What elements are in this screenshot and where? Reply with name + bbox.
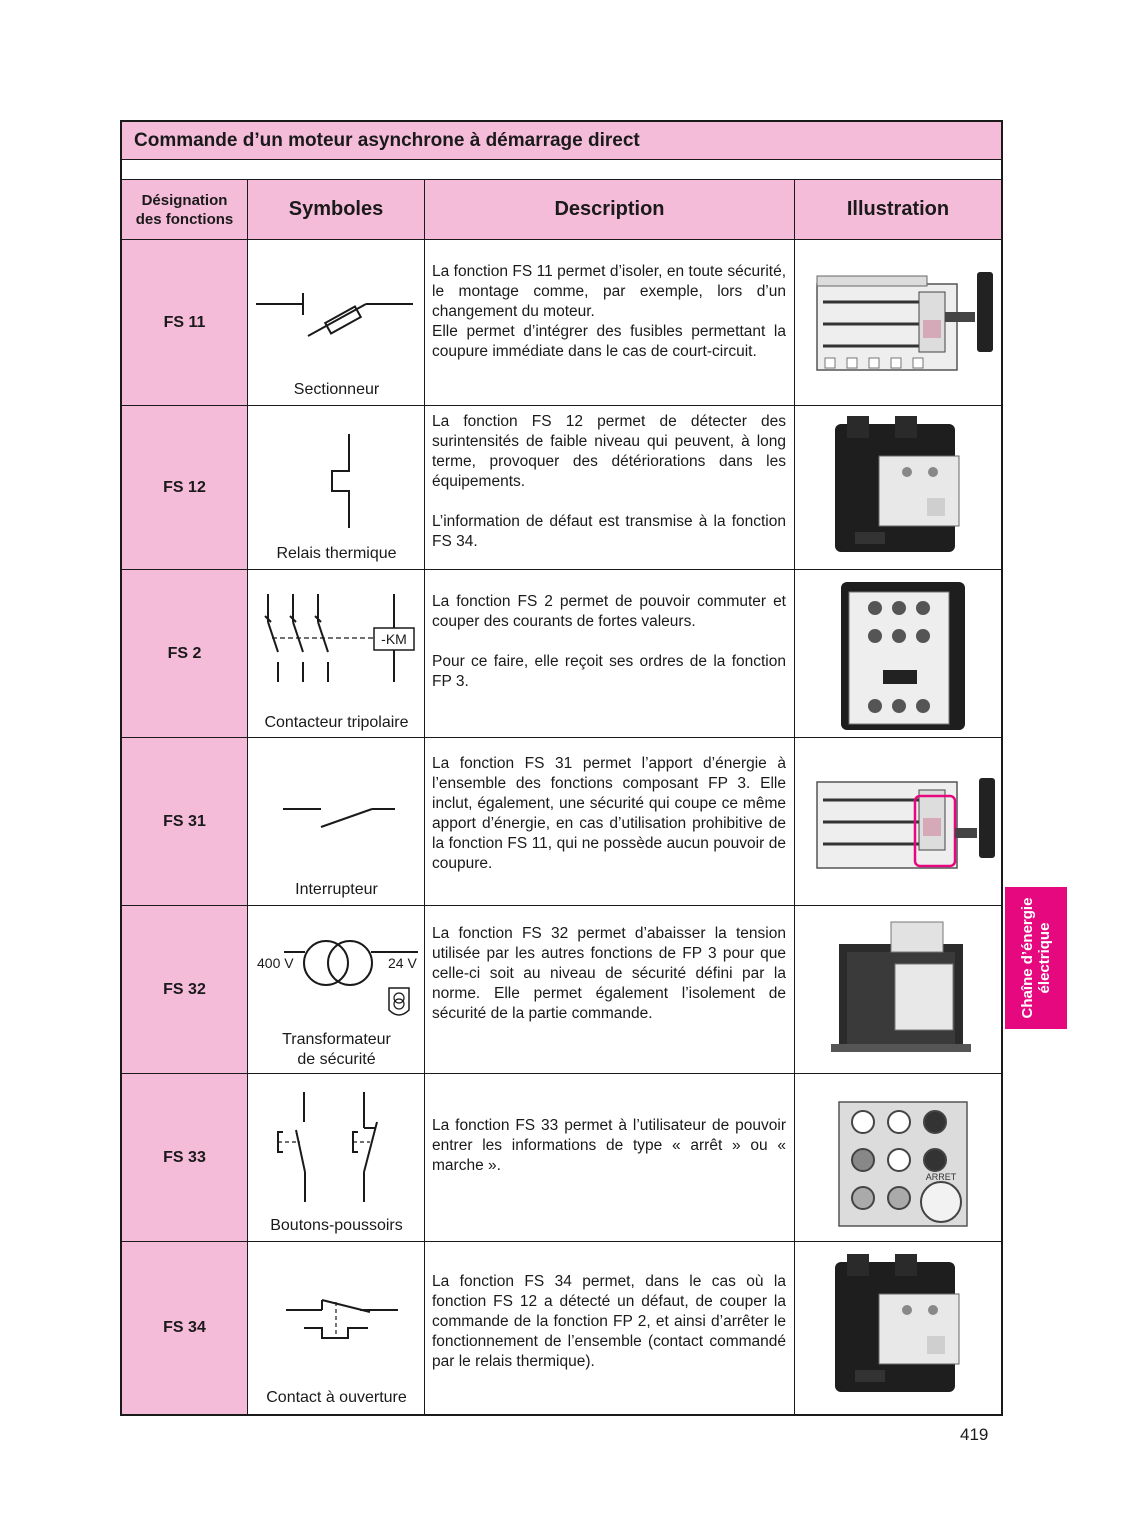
- spacer-row: [122, 160, 1001, 180]
- illustration-cell: [795, 240, 1001, 405]
- illustration-cell: [795, 1074, 1001, 1241]
- header-illustration: [795, 180, 1001, 240]
- description-paragraph: La fonction FS 33 permet à l’utilisateur de pouvoir entrer les informations de type « arrêt » ou « marche ».: [432, 1117, 786, 1174]
- table-row-fs33: [122, 1074, 1001, 1242]
- symbol-cell: [248, 906, 425, 1073]
- symbol-cell: [248, 240, 425, 405]
- symbol-caption: [248, 1030, 425, 1070]
- description-paragraph: La fonction FS 31 permet l’apport d’énergie à l’ensemble des fonctions composant FP 3. Elle inclut, également, une sécurité qui coupe ce même apport d’énergie, en cas d’utilisation prohibitive de la fonction FS 11, qui ne possède aucun pouvoir de coupure.: [432, 755, 786, 872]
- symbol-caption: Contact à ouverture: [266, 1389, 407, 1406]
- row-id: FS 2: [122, 570, 248, 737]
- contactor-image: [795, 570, 1001, 738]
- switch-disconnector-image: [795, 738, 1001, 906]
- stop-button-label: ARRET: [925, 1172, 957, 1182]
- description-paragraph: La fonction FS 34 permet, dans le cas où la fonction FS 12 a détecté un défaut, de couper la commande de la fonction FP 2, et ainsi d’arrêter le fonctionnement de l’ensemble (contact commandé par le relais thermique).: [432, 1273, 786, 1370]
- header-designation: [122, 180, 248, 240]
- description-paragraph: Pour ce faire, elle reçoit ses ordres de la fonction FP 3.: [432, 653, 786, 690]
- description-cell: [425, 906, 795, 1073]
- thermal-relay-contact-image: [795, 1242, 1001, 1414]
- illustration-cell: [795, 570, 1001, 737]
- disconnector-switch-image: [795, 240, 1001, 406]
- description-paragraph: La fonction FS 2 permet de pouvoir commuter et couper des courants de fortes valeurs.: [432, 593, 786, 630]
- illustration-cell: [795, 738, 1001, 905]
- header-symbols-label: Symboles: [288, 198, 384, 220]
- header-designation-line1: Désignation: [141, 191, 228, 209]
- table-row-fs31: [122, 738, 1001, 906]
- table-row-fs11: [122, 240, 1001, 406]
- transformer-image: [795, 906, 1001, 1074]
- row-id: FS 31: [122, 738, 248, 905]
- symbol-caption-line2: de sécurité: [297, 1051, 376, 1068]
- row-id: FS 12: [122, 406, 248, 569]
- header-symbols: [248, 180, 425, 240]
- page-number: 419: [960, 1425, 989, 1444]
- description-cell: [425, 1074, 795, 1241]
- header-designation-line2: des fonctions: [135, 210, 234, 228]
- illustration-cell: [795, 906, 1001, 1073]
- transformer-primary-label: 400 V: [257, 955, 294, 971]
- push-button-panel-image: [795, 1074, 1001, 1242]
- symbol-caption: Contacteur tripolaire: [264, 714, 409, 731]
- row-id: FS 11: [122, 240, 248, 405]
- section-side-tab: [1005, 887, 1067, 1029]
- symbol-caption-line1: Transformateur: [282, 1031, 391, 1048]
- symbol-caption: Boutons-poussoirs: [270, 1217, 403, 1234]
- description-paragraph: La fonction FS 32 permet d’abaisser la tension utilisée par les autres fonctions de FP 3 pour que celle-ci soit au niveau de sécurité défini par la norme. Elle permet également l’isolement de sécurité de la partie commande.: [432, 925, 786, 1022]
- description-paragraph: L’information de défaut est transmise à la fonction FS 34.: [432, 513, 786, 550]
- row-id: FS 34: [122, 1242, 248, 1414]
- transformer-secondary-label: 24 V: [388, 955, 417, 971]
- description-cell: [425, 570, 795, 737]
- side-tab-line2: électrique: [1036, 922, 1053, 994]
- description-paragraph: Elle permet d’intégrer des fusibles permettant la coupure immédiate dans le cas de court-circuit.: [432, 323, 786, 360]
- header-illustration-label: Illustration: [846, 198, 950, 220]
- symbol-cell: [248, 738, 425, 905]
- table-row-fs2: [122, 570, 1001, 738]
- table-row-fs34: [122, 1242, 1001, 1414]
- symbol-cell: [248, 570, 425, 737]
- description-paragraph: La fonction FS 12 permet de détecter des surintensités de faible niveau qui peuvent, à long terme, provoquer des détériorations dans les équipements.: [432, 413, 786, 490]
- symbol-cell: [248, 1242, 425, 1414]
- description-cell: [425, 406, 795, 569]
- symbol-caption: Interrupteur: [295, 881, 378, 898]
- row-id: FS 33: [122, 1074, 248, 1241]
- symbol-caption: Relais thermique: [276, 545, 397, 562]
- illustration-cell: [795, 406, 1001, 569]
- contactor-label: -KM: [381, 631, 407, 647]
- header-description: [425, 180, 795, 240]
- description-cell: [425, 240, 795, 405]
- symbol-cell: [248, 1074, 425, 1241]
- symbol-cell: [248, 406, 425, 569]
- header-description-label: Description: [554, 198, 665, 220]
- table-title: Commande d’un moteur asynchrone à démarrage direct: [134, 130, 640, 151]
- illustration-cell: [795, 1242, 1001, 1414]
- row-id: FS 32: [122, 906, 248, 1073]
- symbol-caption: Sectionneur: [293, 381, 380, 398]
- table-row-fs12: [122, 406, 1001, 570]
- description-cell: [425, 1242, 795, 1414]
- side-tab-line1: Chaîne d’énergie: [1019, 897, 1036, 1019]
- function-table: [120, 120, 1003, 1416]
- table-title-bar: [122, 122, 1001, 160]
- table-row-fs32: [122, 906, 1001, 1074]
- description-cell: [425, 738, 795, 905]
- thermal-relay-image: [795, 406, 1001, 570]
- description-paragraph: La fonction FS 11 permet d’isoler, en toute sécurité, le montage comme, par exemple, lors d’un changement du moteur.: [432, 263, 786, 320]
